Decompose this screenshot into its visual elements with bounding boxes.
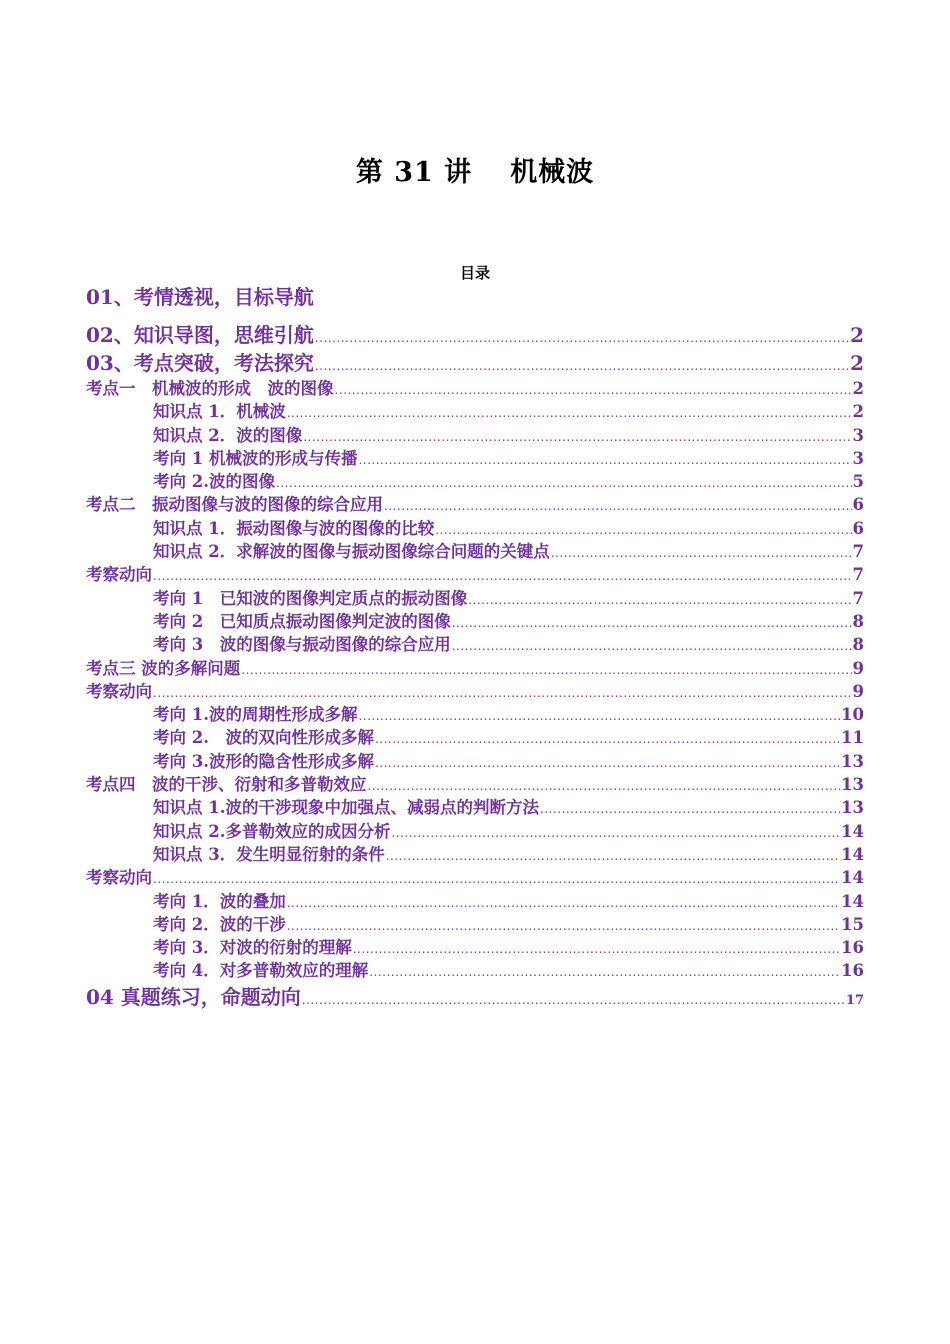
- page-number: 9: [852, 658, 864, 678]
- toc-entry-kaocha[interactable]: [86, 866, 864, 889]
- page-number: 14: [841, 868, 864, 888]
- toc-entry-label: 考点四 波的干涉、衍射和多普勒效应: [86, 775, 367, 795]
- dot-leader: [468, 589, 851, 612]
- dot-leader: [386, 845, 840, 868]
- toc-entry[interactable]: [86, 447, 864, 470]
- page-number: 11: [841, 728, 864, 748]
- toc-entry-label: 知识点 1．机械波: [153, 402, 286, 422]
- toc-entry-label: 知识点 2.多普勒效应的成因分析: [153, 821, 391, 841]
- page-number: 14: [841, 891, 864, 911]
- toc-entry[interactable]: [86, 587, 864, 610]
- toc-entry-label: 考向 2．波的干涉: [153, 914, 286, 934]
- page-number: 9: [852, 681, 864, 701]
- dot-leader: [315, 352, 849, 380]
- dot-leader: [384, 495, 852, 518]
- toc-entry-kaodian-4[interactable]: [86, 773, 864, 796]
- page-number: 8: [852, 611, 864, 631]
- toc-entry-label: 考察动向: [86, 681, 152, 701]
- dot-leader: [551, 542, 852, 565]
- toc-entry[interactable]: [86, 959, 864, 982]
- page-number: 2: [850, 351, 864, 375]
- dot-leader: [435, 519, 851, 542]
- toc-entry[interactable]: [86, 726, 864, 749]
- page-number: 2: [850, 323, 864, 347]
- toc-entry[interactable]: [86, 796, 864, 819]
- page-number: 15: [841, 914, 864, 934]
- page-number: 14: [841, 821, 864, 841]
- lecture-topic: 机械波: [510, 157, 595, 188]
- toc-entry[interactable]: [86, 517, 864, 540]
- page-number: 6: [852, 518, 864, 538]
- toc-entry-label: 03、考点突破，考法探究: [86, 351, 314, 375]
- toc-entry-label: 知识点 1．振动图像与波的图像的比较: [153, 518, 435, 538]
- toc-entry-label: 考向 2 已知质点振动图像判定波的图像: [153, 611, 451, 631]
- page-number: 16: [841, 961, 864, 981]
- toc-entry[interactable]: [86, 610, 864, 633]
- toc-entry[interactable]: [86, 820, 864, 843]
- dot-leader: [353, 938, 840, 961]
- toc-entry-label: 知识点 2．波的图像: [153, 425, 303, 445]
- page-number: 5: [852, 472, 864, 492]
- dot-leader: [452, 612, 852, 635]
- page-number: 16: [841, 938, 864, 958]
- dot-leader: [369, 961, 840, 984]
- dot-leader: [276, 472, 852, 495]
- page-number: 13: [841, 798, 864, 818]
- page-number: 7: [852, 565, 864, 585]
- dot-leader: [375, 728, 840, 751]
- toc-entry-section-02[interactable]: [86, 321, 864, 349]
- dot-leader: [358, 705, 840, 728]
- dot-leader: [358, 449, 851, 472]
- dot-leader: [153, 682, 852, 705]
- dot-leader: [452, 635, 852, 658]
- toc-entry-label: 考向 2.波的图像: [153, 472, 275, 492]
- dot-leader: [391, 822, 840, 845]
- toc-entry-label: 知识点 2．求解波的图像与振动图像综合问题的关键点: [153, 542, 550, 562]
- page-number: 10: [841, 705, 864, 725]
- toc-entry-label: 考向 3.波形的隐含性形成多解: [153, 751, 374, 771]
- toc-entry-label: 考向 1.波的周期性形成多解: [153, 705, 358, 725]
- toc-entry-kaodian-3[interactable]: [86, 657, 864, 680]
- toc-entry[interactable]: [86, 890, 864, 913]
- dot-leader: [287, 402, 852, 425]
- toc-entry-label: 考向 4．对多普勒效应的理解: [153, 961, 369, 981]
- page-number: 2: [852, 402, 864, 422]
- toc-entry-label: 知识点 1.波的干涉现象中加强点、减弱点的判断方法: [153, 798, 539, 818]
- dot-leader: [375, 752, 840, 775]
- toc-entry-label: 考察动向: [86, 565, 152, 585]
- toc-entry-label: 考点二 振动图像与波的图像的综合应用: [86, 495, 383, 515]
- toc-entry-label: 考向 3 波的图像与振动图像的综合应用: [153, 635, 451, 655]
- dot-leader: [303, 426, 851, 449]
- toc-entry[interactable]: [86, 633, 864, 656]
- toc-entry-label: 考点三 波的多解问题: [86, 658, 241, 678]
- toc-entry-label: 考向 1 机械波的形成与传播: [153, 448, 358, 468]
- toc-entry-label: 考点一 机械波的形成 波的图像: [86, 379, 334, 398]
- dot-leader: [540, 798, 840, 821]
- dot-leader: [287, 892, 840, 915]
- toc-entry-kaodian-2[interactable]: [86, 493, 864, 516]
- toc-entry-label: 04 真题练习，命题动向: [86, 984, 301, 1009]
- dot-leader: [241, 659, 851, 682]
- toc-entry[interactable]: [86, 936, 864, 959]
- dot-leader: [287, 915, 840, 938]
- toc-entry-section-04[interactable]: [86, 983, 864, 1011]
- page-number: 8: [852, 635, 864, 655]
- toc-entry-label: 知识点 3．发生明显衍射的条件: [153, 844, 385, 864]
- lecture-number: 第 31 讲: [355, 157, 473, 188]
- toc-entry[interactable]: [86, 400, 864, 423]
- toc-entry-section-03[interactable]: [86, 349, 864, 377]
- page-number: 2: [852, 379, 864, 398]
- page-number: 7: [852, 588, 864, 608]
- dot-leader: [368, 775, 841, 798]
- page-number: 7: [852, 542, 864, 562]
- toc-entry-kaocha[interactable]: [86, 680, 864, 703]
- toc-entry-kaodian-1[interactable]: [86, 377, 864, 400]
- page-number: 3: [852, 425, 864, 445]
- page-number: 6: [852, 495, 864, 515]
- page-number: 3: [852, 448, 864, 468]
- toc-entry[interactable]: [86, 540, 864, 563]
- dot-leader: [153, 868, 840, 891]
- toc-entry-kaocha[interactable]: [86, 563, 864, 586]
- toc-entry[interactable]: [86, 843, 864, 866]
- page-number: 14: [841, 844, 864, 864]
- toc-entry[interactable]: [86, 424, 864, 447]
- toc-entry-label: 考向 3．对波的衍射的理解: [153, 938, 352, 958]
- toc-entry-label: 考向 1．波的叠加: [153, 891, 286, 911]
- toc-heading: 目录: [459, 264, 490, 282]
- document-title: [0, 150, 950, 189]
- toc-entry-section-01[interactable]: 01、考情透视，目标导航: [86, 285, 314, 309]
- toc-entry-label: 考向 1 已知波的图像判定质点的振动图像: [153, 588, 468, 608]
- toc-entry[interactable]: [86, 750, 864, 773]
- table-of-contents: [86, 283, 864, 1011]
- page-number: 17: [845, 992, 864, 1008]
- toc-entry[interactable]: [86, 470, 864, 493]
- dot-leader: [153, 565, 852, 588]
- dot-leader: [335, 379, 852, 402]
- page-number: 13: [841, 751, 864, 771]
- dot-leader: [302, 986, 845, 1014]
- toc-entry[interactable]: [86, 703, 864, 726]
- toc-entry-label: 考向 2. 波的双向性形成多解: [153, 728, 374, 748]
- toc-entry-label: 02、知识导图，思维引航: [86, 323, 314, 347]
- page-number: 13: [841, 775, 864, 795]
- toc-entry-label: 考察动向: [86, 868, 152, 888]
- dot-leader: [315, 324, 849, 352]
- toc-entry[interactable]: [86, 913, 864, 936]
